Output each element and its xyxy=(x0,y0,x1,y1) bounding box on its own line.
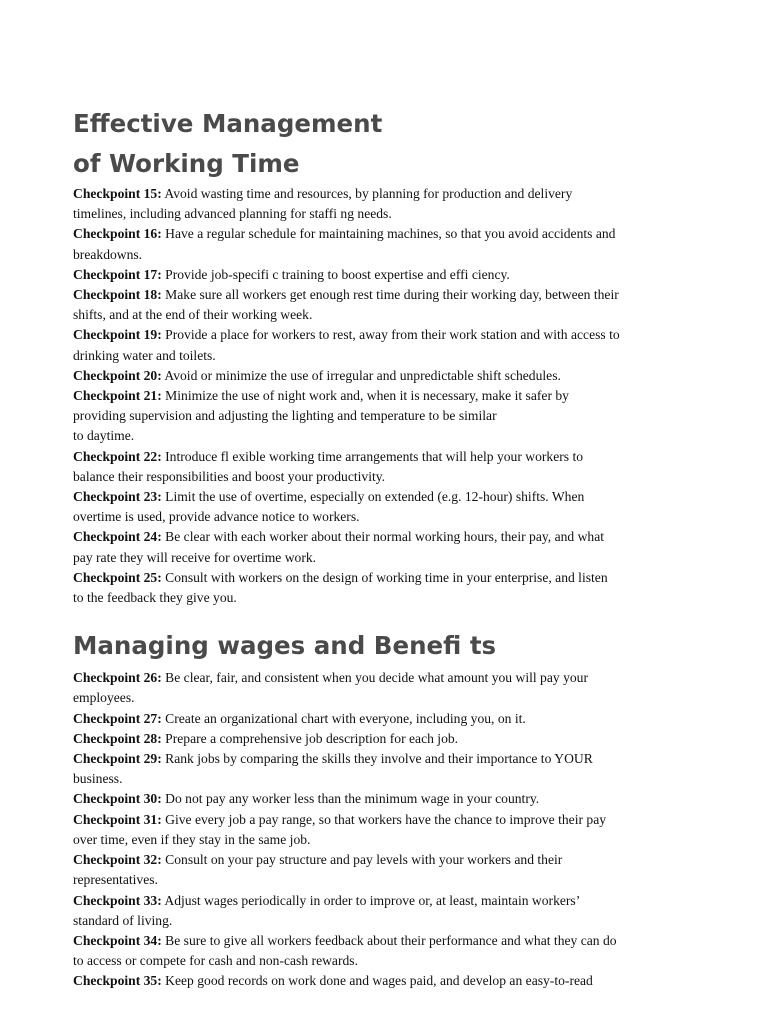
checkpoint-label: Checkpoint 27: xyxy=(73,710,162,726)
checkpoint-text: Avoid wasting time and resources, by planning for production and delivery timelines, including advanced planning for staffi ng needs. xyxy=(73,186,573,222)
checkpoint-label: Checkpoint 24: xyxy=(73,529,162,545)
checkpoint-item xyxy=(73,224,621,264)
checkpoint-label: Checkpoint 34: xyxy=(73,932,162,948)
checkpoint-label: Checkpoint 17: xyxy=(73,266,162,282)
checkpoint-label: Checkpoint 16: xyxy=(73,226,162,242)
checkpoint-label: Checkpoint 19: xyxy=(73,327,162,343)
checkpoint-item xyxy=(73,891,621,931)
checkpoint-text: Create an organizational chart with everyone, including you, on it. xyxy=(165,710,526,726)
checkpoint-item xyxy=(73,487,621,527)
checkpoint-item xyxy=(73,386,621,447)
checkpoint-item xyxy=(73,447,621,487)
checkpoint-label: Checkpoint 22: xyxy=(73,448,162,464)
checkpoint-item xyxy=(73,568,621,608)
checkpoint-item xyxy=(73,971,621,991)
checkpoint-label: Checkpoint 30: xyxy=(73,791,162,807)
checkpoint-text: Provide a place for workers to rest, away from their work station and with access to drinking water and toilets. xyxy=(73,327,620,363)
checkpoint-item xyxy=(73,668,621,708)
checkpoint-label: Checkpoint 15: xyxy=(73,186,162,201)
checkpoint-text: Give every job a pay range, so that workers have the chance to improve their pay over time, even if they stay in the same job. xyxy=(73,811,607,847)
checkpoint-label: Checkpoint 28: xyxy=(73,730,162,746)
checkpoint-label: Checkpoint 31: xyxy=(73,811,162,827)
checkpoint-text: Be clear, fair, and consistent when you decide what amount you will pay your employees. xyxy=(73,670,588,706)
checkpoint-item xyxy=(73,325,621,365)
checkpoint-text: Have a regular schedule for maintaining machines, so that you avoid accidents and breakdowns. xyxy=(73,226,616,262)
checkpoint-item xyxy=(73,184,621,224)
checkpoint-text: Limit the use of overtime, especially on extended (e.g. 12-hour) shifts. When overtime is used, provide advance notice to workers. xyxy=(73,489,585,525)
checkpoint-label: Checkpoint 25: xyxy=(73,569,162,585)
checkpoint-item xyxy=(73,931,621,971)
checkpoint-text: Do not pay any worker less than the minimum wage in your country. xyxy=(165,791,540,807)
checkpoint-label: Checkpoint 21: xyxy=(73,388,162,404)
checkpoint-text: Rank jobs by comparing the skills they involve and their importance to YOUR business. xyxy=(73,751,593,787)
section-heading-wages-benefits: Managing wages and Benefi ts xyxy=(73,631,497,661)
checkpoint-label: Checkpoint 23: xyxy=(73,489,162,505)
checkpoint-label: Checkpoint 18: xyxy=(73,287,162,303)
checkpoint-text: Prepare a comprehensive job description for each job. xyxy=(165,730,459,746)
checkpoint-label: Checkpoint 35: xyxy=(73,973,162,989)
checkpoint-text: Consult on your pay structure and pay levels with your workers and their representatives. xyxy=(73,852,563,888)
checkpoint-text: Be sure to give all workers feedback about their performance and what they can do to access or compete for cash and non-cash rewards. xyxy=(73,932,617,969)
checkpoint-text: Adjust wages periodically in order to improve or, at least, maintain workers’ standard of living. xyxy=(73,892,580,928)
checkpoint-text: Be clear with each worker about their normal working hours, their pay, and what pay rate they will receive for overtime work. xyxy=(73,529,605,565)
checkpoint-text: Provide job-specifi c training to boost expertise and effi ciency. xyxy=(165,266,510,282)
document-page xyxy=(73,104,621,992)
checkpoint-label: Checkpoint 29: xyxy=(73,751,162,767)
section-heading-working-time xyxy=(73,104,621,184)
checkpoint-item xyxy=(73,789,621,809)
checkpoint-label: Checkpoint 20: xyxy=(73,367,162,383)
checkpoint-label: Checkpoint 33: xyxy=(73,892,162,908)
checkpoint-item xyxy=(73,850,621,890)
checkpoint-item xyxy=(73,709,621,729)
checkpoint-item xyxy=(73,749,621,789)
checkpoint-item xyxy=(73,527,621,567)
checkpoint-item xyxy=(73,285,621,325)
checkpoint-text: Make sure all workers get enough rest time during their working day, between their shifts, and at the end of their working week. xyxy=(73,287,619,323)
checkpoint-item xyxy=(73,729,621,749)
checkpoint-list-working-time xyxy=(73,184,621,608)
checkpoint-item xyxy=(73,265,621,285)
heading-line-1: Effective Management xyxy=(73,109,383,138)
checkpoint-text: Introduce fl exible working time arrangements that will help your workers to balance their responsibilities and boost your productivity. xyxy=(73,448,584,484)
checkpoint-text: Keep good records on work done and wages paid, and develop an easy-to-read xyxy=(165,973,593,989)
checkpoint-text: Avoid or minimize the use of irregular and unpredictable shift schedules. xyxy=(164,367,561,383)
checkpoint-item xyxy=(73,810,621,850)
checkpoint-text: Consult with workers on the design of working time in your enterprise, and listen to the feedback they give you. xyxy=(73,569,608,606)
heading-line-2: of Working Time xyxy=(73,149,300,178)
checkpoint-text: Minimize the use of night work and, when it is necessary, make it safer by providing supervision and adjusting the lighting and temperature to be similar to daytime. xyxy=(73,388,569,444)
checkpoint-list-wages xyxy=(73,668,621,991)
checkpoint-label: Checkpoint 26: xyxy=(73,670,162,686)
checkpoint-item xyxy=(73,366,621,386)
checkpoint-label: Checkpoint 32: xyxy=(73,852,162,868)
